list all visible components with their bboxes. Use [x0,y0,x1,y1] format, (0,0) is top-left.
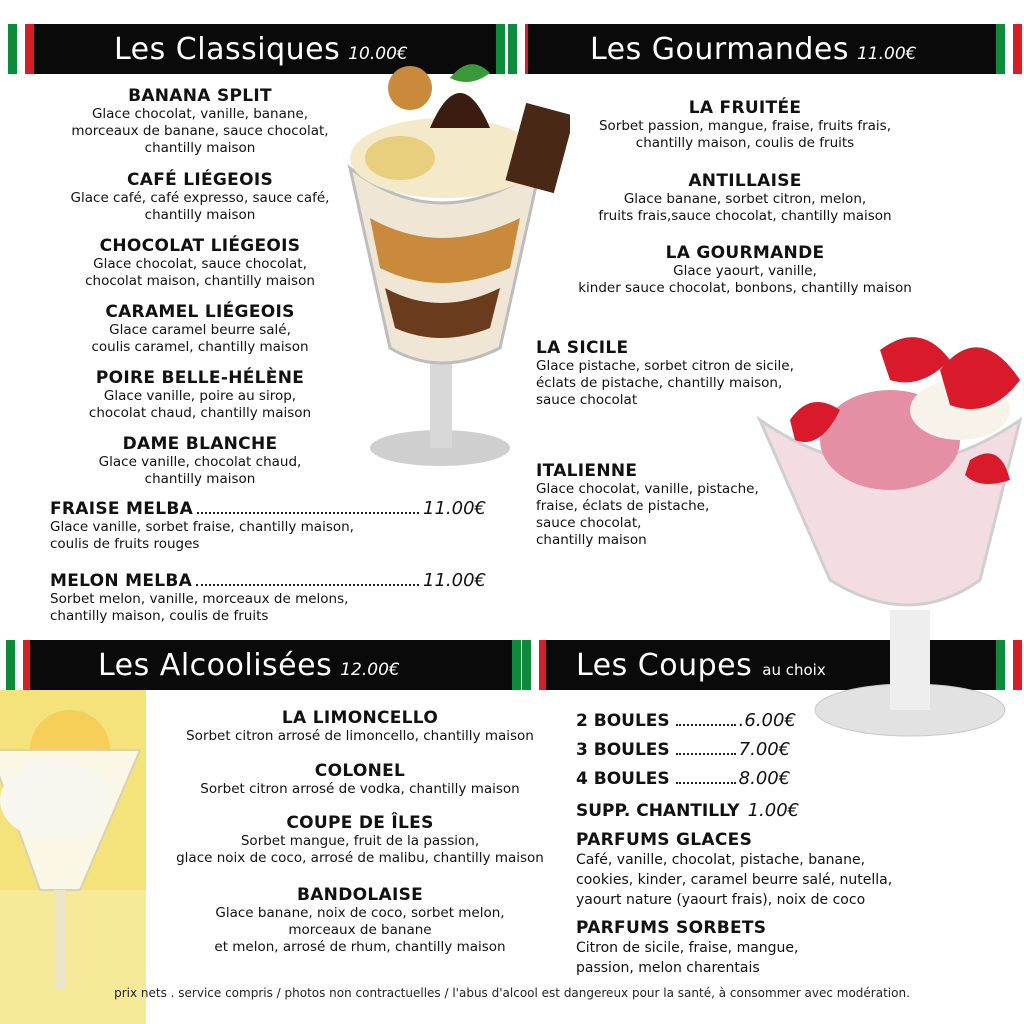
item-desc: Glace yaourt, vanille, [673,263,817,279]
item-desc: Glace vanille, chocolat chaud, [98,454,302,470]
banana-split-sundae-image [330,48,570,478]
section-title: Les Gourmandes [590,31,849,67]
menu-item-dame-blanche [40,434,360,488]
limoncello-cocktail-image [0,690,146,1024]
item-desc: chocolat maison, chantilly maison [85,273,315,289]
item-desc: kinder sauce chocolat, bonbons, chantilly maison [578,280,912,296]
menu-item-la-limoncello [150,708,570,745]
section-title: Les Alcoolisées [98,647,333,683]
item-name: COUPE DE ÎLES [286,813,434,833]
item-desc: Glace vanille, sorbet fraise, chantilly maison, [50,519,354,535]
item-name: LA SICILE [536,338,629,358]
item-desc: chantilly maison, coulis de fruits [50,608,269,624]
coupe-name: 2 BOULES [576,711,670,731]
item-desc: Sorbet passion, mangue, fraise, fruits frais, [598,118,892,134]
item-name: CHOCOLAT LIÉGEOIS [99,236,301,256]
item-name: COLONEL [314,761,406,781]
footer-note: prix nets . service compris / photos non contractuelles / l'abus d'alcool est dangereux pour la santé, à consommer avec modération. [114,986,910,1000]
menu-item-la-fruitee [560,98,930,152]
dot-leader [676,753,736,755]
item-desc: fruits frais,sauce chocolat, chantilly maison [598,208,892,224]
item-name: BANANA SPLIT [128,86,272,106]
item-desc: coulis de fruits rouges [50,536,200,552]
item-name: BANDOLAISE [296,885,424,905]
item-desc: glace noix de coco, arrosé de malibu, chantilly maison [176,850,544,866]
item-name: ITALIENNE [536,461,638,481]
item-name: LA GOURMANDE [665,243,825,263]
section-price: 10.00€ [348,44,408,64]
menu-item-la-sicile [536,338,836,409]
item-desc: chocolat chaud, chantilly maison [88,405,312,421]
menu-item-poire-belle-helene [40,368,360,422]
item-name: MELON MELBA [50,571,193,591]
item-desc: fraise, éclats de pistache, [536,498,710,514]
dot-leader [676,782,736,784]
item-desc: chantilly maison [536,532,647,548]
section-title: Les Coupes [576,647,753,683]
item-price: 11.00€ [423,498,486,519]
menu-item-caramel-liegeois [40,302,360,356]
item-desc: Glace chocolat, sauce chocolat, [93,256,307,272]
item-desc: Glace café, café expresso, sauce café, [70,190,330,206]
dot-leader [196,584,419,586]
menu-item-cafe-liegeois [40,170,360,224]
section-subtitle: au choix [762,661,826,679]
item-desc: Sorbet citron arrosé de limoncello, chantilly maison [186,728,534,744]
menu-item-italienne [536,461,816,549]
coupe-name: SUPP. CHANTILLY [576,801,740,821]
parfums-sorbets [576,918,936,978]
menu-item-la-gourmande [545,243,945,297]
item-name: CARAMEL LIÉGEOIS [105,302,295,322]
item-desc: Glace banane, noix de coco, sorbet melon, [215,905,505,921]
item-desc: chantilly maison [144,140,256,156]
item-desc: chantilly maison [144,471,256,487]
menu-item-chocolat-liegeois [40,236,360,290]
menu-item-coupe-de-iles [150,813,570,867]
coupe-price: 7.00€ [738,739,791,760]
parfums-glaces [576,830,936,910]
item-name: CAFÉ LIÉGEOIS [126,170,274,190]
item-desc: sauce chocolat, [536,515,642,531]
item-desc: Sorbet citron arrosé de vodka, chantilly maison [200,781,520,797]
parfums-desc: Café, vanille, chocolat, pistache, banane, [576,852,866,868]
coupe-row-2-boules [576,710,796,731]
parfums-desc: cookies, kinder, caramel beurre salé, nutella, [576,872,893,888]
item-desc: chantilly maison [144,207,256,223]
parfums-title: PARFUMS SORBETS [576,918,767,938]
item-desc: sauce chocolat [536,392,638,408]
section-price: 11.00€ [856,44,917,64]
parfums-desc: Citron de sicile, fraise, mangue, [576,940,799,956]
italian-flag-icon [8,24,34,74]
item-desc: coulis caramel, chantilly maison [91,339,309,355]
item-desc: chantilly maison, coulis de fruits [635,135,855,151]
item-desc: Glace caramel beurre salé, [109,322,291,338]
coupe-row-4-boules [576,768,790,789]
parfums-title: PARFUMS GLACES [576,830,753,850]
section-price: 12.00€ [340,660,400,680]
italian-flag-icon [522,640,548,690]
item-desc: et melon, arrosé de rhum, chantilly maison [214,939,506,955]
item-desc: morceaux de banane [288,922,432,938]
menu-item-banana-split [40,86,360,157]
parfums-desc: passion, melon charentais [576,960,760,976]
item-desc: éclats de pistache, chantilly maison, [536,375,783,391]
item-name: POIRE BELLE-HÉLÈNE [95,368,305,388]
italian-flag-icon [6,640,32,690]
item-desc: morceaux de banane, sauce chocolat, [71,123,329,139]
menu-item-antillaise [560,171,930,225]
item-name: LA LIMONCELLO [281,708,439,728]
coupe-name: 3 BOULES [576,740,670,760]
dot-leader [197,512,419,514]
coupe-supp-chantilly [576,800,799,821]
parfums-desc: yaourt nature (yaourt frais), noix de coco [576,892,866,908]
coupe-price: 1.00€ [747,800,800,821]
item-desc: Glace vanille, poire au sirop, [103,388,297,404]
item-desc: Sorbet melon, vanille, morceaux de melons, [50,591,349,607]
coupe-price: .6.00€ [738,710,796,731]
item-desc: Glace chocolat, vanille, pistache, [536,481,759,497]
menu-item-colonel [150,761,570,798]
item-desc: Sorbet mangue, fruit de la passion, [240,833,480,849]
banner-gourmandes [528,24,996,74]
dot-leader [676,724,736,726]
item-name: LA FRUITÉE [688,98,802,118]
menu-item-fraise-melba [50,498,486,553]
menu-item-bandolaise [150,885,570,956]
item-name: DAME BLANCHE [122,434,278,454]
item-name: FRAISE MELBA [50,499,194,519]
item-name: ANTILLAISE [688,171,802,191]
section-title: Les Classiques [114,31,341,67]
item-desc: Glace banane, sorbet citron, melon, [623,191,867,207]
italian-flag-icon [996,24,1022,74]
coupe-row-3-boules [576,739,790,760]
menu-item-melon-melba [50,570,486,625]
item-desc: Glace pistache, sorbet citron de sicile, [536,358,794,374]
coupe-price: 8.00€ [738,768,791,789]
banner-alcoolisees [30,640,512,690]
item-desc: Glace chocolat, vanille, banane, [91,106,309,122]
coupe-name: 4 BOULES [576,769,670,789]
item-price: 11.00€ [423,570,486,591]
